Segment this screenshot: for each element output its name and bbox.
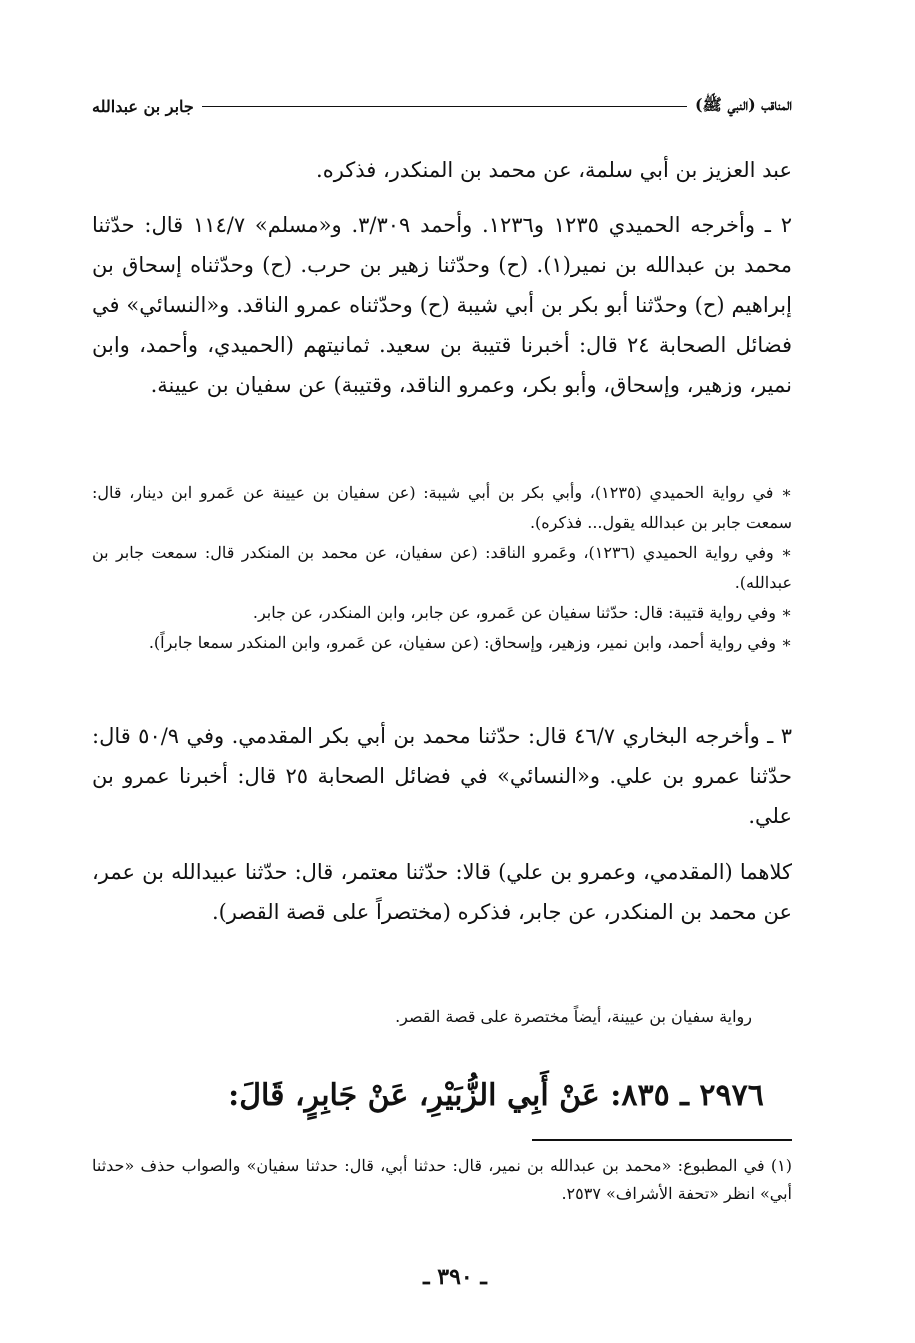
- paragraph-4-text: كلاهما (المقدمي، وعمرو بن علي) قالا: حدّثنا معتمر، قال: حدّثنا عبيدالله بن عمر، عن محمد بن المنكدر، عن جابر، فذكره (مختصراً على قصة القصر).: [92, 860, 792, 924]
- paragraph-1: [92, 150, 792, 190]
- note-5: رواية سفيان بن عيينة، أيضاً مختصرة على قصة القصر.: [395, 1007, 752, 1026]
- header-rule: [202, 106, 687, 107]
- paragraph-note: [92, 1002, 792, 1032]
- notes-block: [92, 478, 792, 658]
- paragraph-4: [92, 852, 792, 932]
- header-right-title: المناقب (النبي ﷺ): [694, 94, 792, 114]
- paragraph-3: [92, 716, 792, 836]
- note-3: ∗ وفي رواية قتيبة: قال: حدّثنا سفيان عن عَمرو، عن جابر، وابن المنكدر، عن جابر.: [92, 598, 792, 628]
- footnote-rule: [532, 1139, 792, 1141]
- footnote-text: (١) في المطبوع: «محمد بن عبدالله بن نمير، قال: حدثنا أبي، قال: حدثنا سفيان» والصواب حذف «حدثنا أبي» انظر «تحفة الأشراف» ٢٥٣٧.: [92, 1156, 792, 1203]
- paragraph-3-text: ٣ ـ وأخرجه البخاري ٤٦/٧ قال: حدّثنا محمد بن أبي بكر المقدمي. وفي ٥٠/٩ قال: حدّثنا عمرو بن علي. و«النسائي» في فضائل الصحابة ٢٥ قال: أخبرنا عمرو بن علي.: [92, 724, 792, 828]
- paragraph-2: [92, 205, 792, 405]
- note-2: ∗ وفي رواية الحميدي (١٢٣٦)، وعَمرو الناقد: (عن سفيان، عن محمد بن المنكدر قال: سمعت جابر بن عبدالله).: [92, 538, 792, 598]
- paragraph-1-text: عبد العزيز بن أبي سلمة، عن محمد بن المنكدر، فذكره.: [316, 158, 792, 182]
- paragraph-2-text: ٢ ـ وأخرجه الحميدي ١٢٣٥ و١٢٣٦. وأحمد ٣/٣٠٩. و«مسلم» ١١٤/٧ قال: حدّثنا محمد بن عبدالله بن نمير(١). (ح) وحدّثنا زهير بن حرب. (ح) وحدّثناه إسحاق بن إبراهيم (ح) وحدّثنا أبو بكر بن أبي شيبة (ح) وحدّثناه عمرو الناقد. و«النسائي» في فضائل الصحابة ٢٤ قال: أخبرنا قتيبة بن سعيد. ثمانيتهم (الحميدي، وأحمد، وابن نمير، وزهير، وإسحاق، وأبو بكر، وعمرو الناقد، وقتيبة) عن سفيان بن عيينة.: [92, 213, 792, 397]
- note-1: ∗ في رواية الحميدي (١٢٣٥)، وأبي بكر بن أبي شيبة: (عن سفيان بن عيينة عن عَمرو ابن دينار، قال: سمعت جابر بن عبدالله يقول... فذكره).: [92, 478, 792, 538]
- note-4: ∗ وفي رواية أحمد، وابن نمير، وزهير، وإسحاق: (عن سفيان، عن عَمرو، وابن المنكدر سمعا جابراً).: [92, 628, 792, 658]
- header-left-title: جابر بن عبدالله: [92, 96, 194, 116]
- hadith-heading: ٢٩٧٦ ـ ٨٣٥: عَنْ أَبِي الزُّبَيْرِ، عَنْ جَابِرٍ، قَالَ:: [228, 1078, 764, 1113]
- footnote: [92, 1152, 792, 1208]
- running-header: [92, 92, 792, 120]
- page-number: ـ ٣٩٠ ـ: [423, 1264, 487, 1290]
